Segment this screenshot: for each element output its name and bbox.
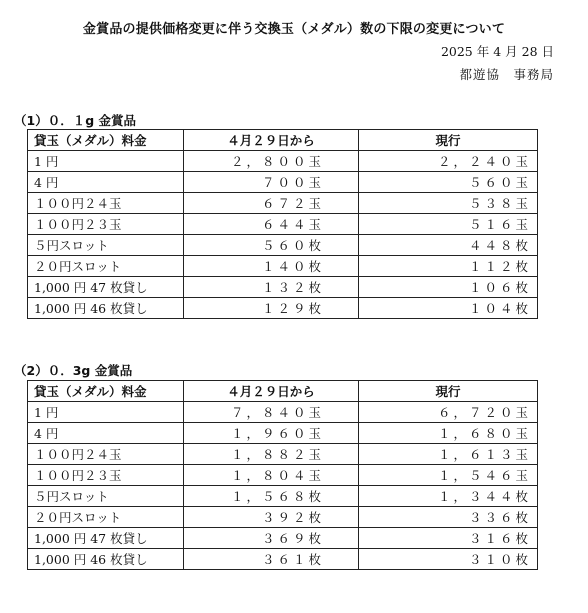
table-header-row — [28, 130, 538, 151]
row-current: １，３４４枚 — [359, 486, 538, 507]
row-current: １，６１３玉 — [359, 444, 538, 465]
row-current: １，６８０玉 — [359, 423, 538, 444]
row-current: ５６０玉 — [359, 172, 538, 193]
section-title-0-3g: （2）０．3g 金賞品 — [14, 363, 133, 378]
row-from: ７００玉 — [184, 172, 359, 193]
table-row — [28, 402, 538, 423]
row-from: １，８０４玉 — [184, 465, 359, 486]
row-label: 1,000 円 46 枚貸し — [28, 549, 184, 570]
row-label: ５円スロット — [28, 486, 184, 507]
row-current: １，５４６玉 — [359, 465, 538, 486]
table-row — [28, 298, 538, 319]
row-from: １，９６０玉 — [184, 423, 359, 444]
table-row — [28, 507, 538, 528]
row-from: １４０枚 — [184, 256, 359, 277]
row-current: ２，２４０玉 — [359, 151, 538, 172]
row-label: １００円２４玉 — [28, 444, 184, 465]
row-current: ５３８玉 — [359, 193, 538, 214]
row-label: 1,000 円 47 枚貸し — [28, 528, 184, 549]
row-label: 4 円 — [28, 423, 184, 444]
table-row — [28, 235, 538, 256]
document-date: 2025 年 4 月 28 日 — [440, 44, 554, 59]
table-row — [28, 151, 538, 172]
row-from: ７，８４０玉 — [184, 402, 359, 423]
row-current: ３１６枚 — [359, 528, 538, 549]
row-label: １００円２３玉 — [28, 465, 184, 486]
row-from: ２，８００玉 — [184, 151, 359, 172]
row-current: １０６枚 — [359, 277, 538, 298]
row-from: ３６１枚 — [184, 549, 359, 570]
table-row — [28, 172, 538, 193]
row-label: 1,000 円 47 枚貸し — [28, 277, 184, 298]
header-current: 現行 — [359, 130, 538, 151]
table-row — [28, 549, 538, 570]
row-current: １１２枚 — [359, 256, 538, 277]
row-current: ３１０枚 — [359, 549, 538, 570]
row-from: ３６９枚 — [184, 528, 359, 549]
row-current: ６，７２０玉 — [359, 402, 538, 423]
row-from: ６４４玉 — [184, 214, 359, 235]
table-row — [28, 277, 538, 298]
table-row — [28, 193, 538, 214]
table-row — [28, 423, 538, 444]
row-label: 1 円 — [28, 402, 184, 423]
row-label: 1,000 円 46 枚貸し — [28, 298, 184, 319]
row-from: １，８８２玉 — [184, 444, 359, 465]
header-current: 現行 — [359, 381, 538, 402]
table-row — [28, 486, 538, 507]
row-current: ４４８枚 — [359, 235, 538, 256]
row-from: １３２枚 — [184, 277, 359, 298]
row-label: 1 円 — [28, 151, 184, 172]
row-label: ２０円スロット — [28, 507, 184, 528]
row-current: ３３６枚 — [359, 507, 538, 528]
header-rate: 貸玉（メダル）料金 — [28, 130, 184, 151]
header-from-apr29: ４月２９日から — [184, 381, 359, 402]
row-current: １０４枚 — [359, 298, 538, 319]
table-row — [28, 444, 538, 465]
document-title: 金賞品の提供価格変更に伴う交換玉（メダル）数の下限の変更について — [82, 22, 506, 37]
row-from: １２９枚 — [184, 298, 359, 319]
row-label: ２０円スロット — [28, 256, 184, 277]
row-from: １，５６８枚 — [184, 486, 359, 507]
table-row — [28, 214, 538, 235]
table-row — [28, 465, 538, 486]
table-row — [28, 528, 538, 549]
header-from-apr29: ４月２９日から — [184, 130, 359, 151]
row-label: １００円２４玉 — [28, 193, 184, 214]
row-from: ６７２玉 — [184, 193, 359, 214]
table-0-1g — [27, 129, 538, 319]
row-label: ５円スロット — [28, 235, 184, 256]
row-from: ３９２枚 — [184, 507, 359, 528]
section-title-0-1g: （1）０．１g 金賞品 — [14, 113, 136, 128]
row-label: １００円２３玉 — [28, 214, 184, 235]
row-label: 4 円 — [28, 172, 184, 193]
organization-name: 都遊協 事務局 — [459, 67, 554, 82]
header-rate: 貸玉（メダル）料金 — [28, 381, 184, 402]
table-header-row — [28, 381, 538, 402]
row-from: ５６０枚 — [184, 235, 359, 256]
table-0-3g — [27, 380, 538, 570]
row-current: ５１６玉 — [359, 214, 538, 235]
table-row — [28, 256, 538, 277]
